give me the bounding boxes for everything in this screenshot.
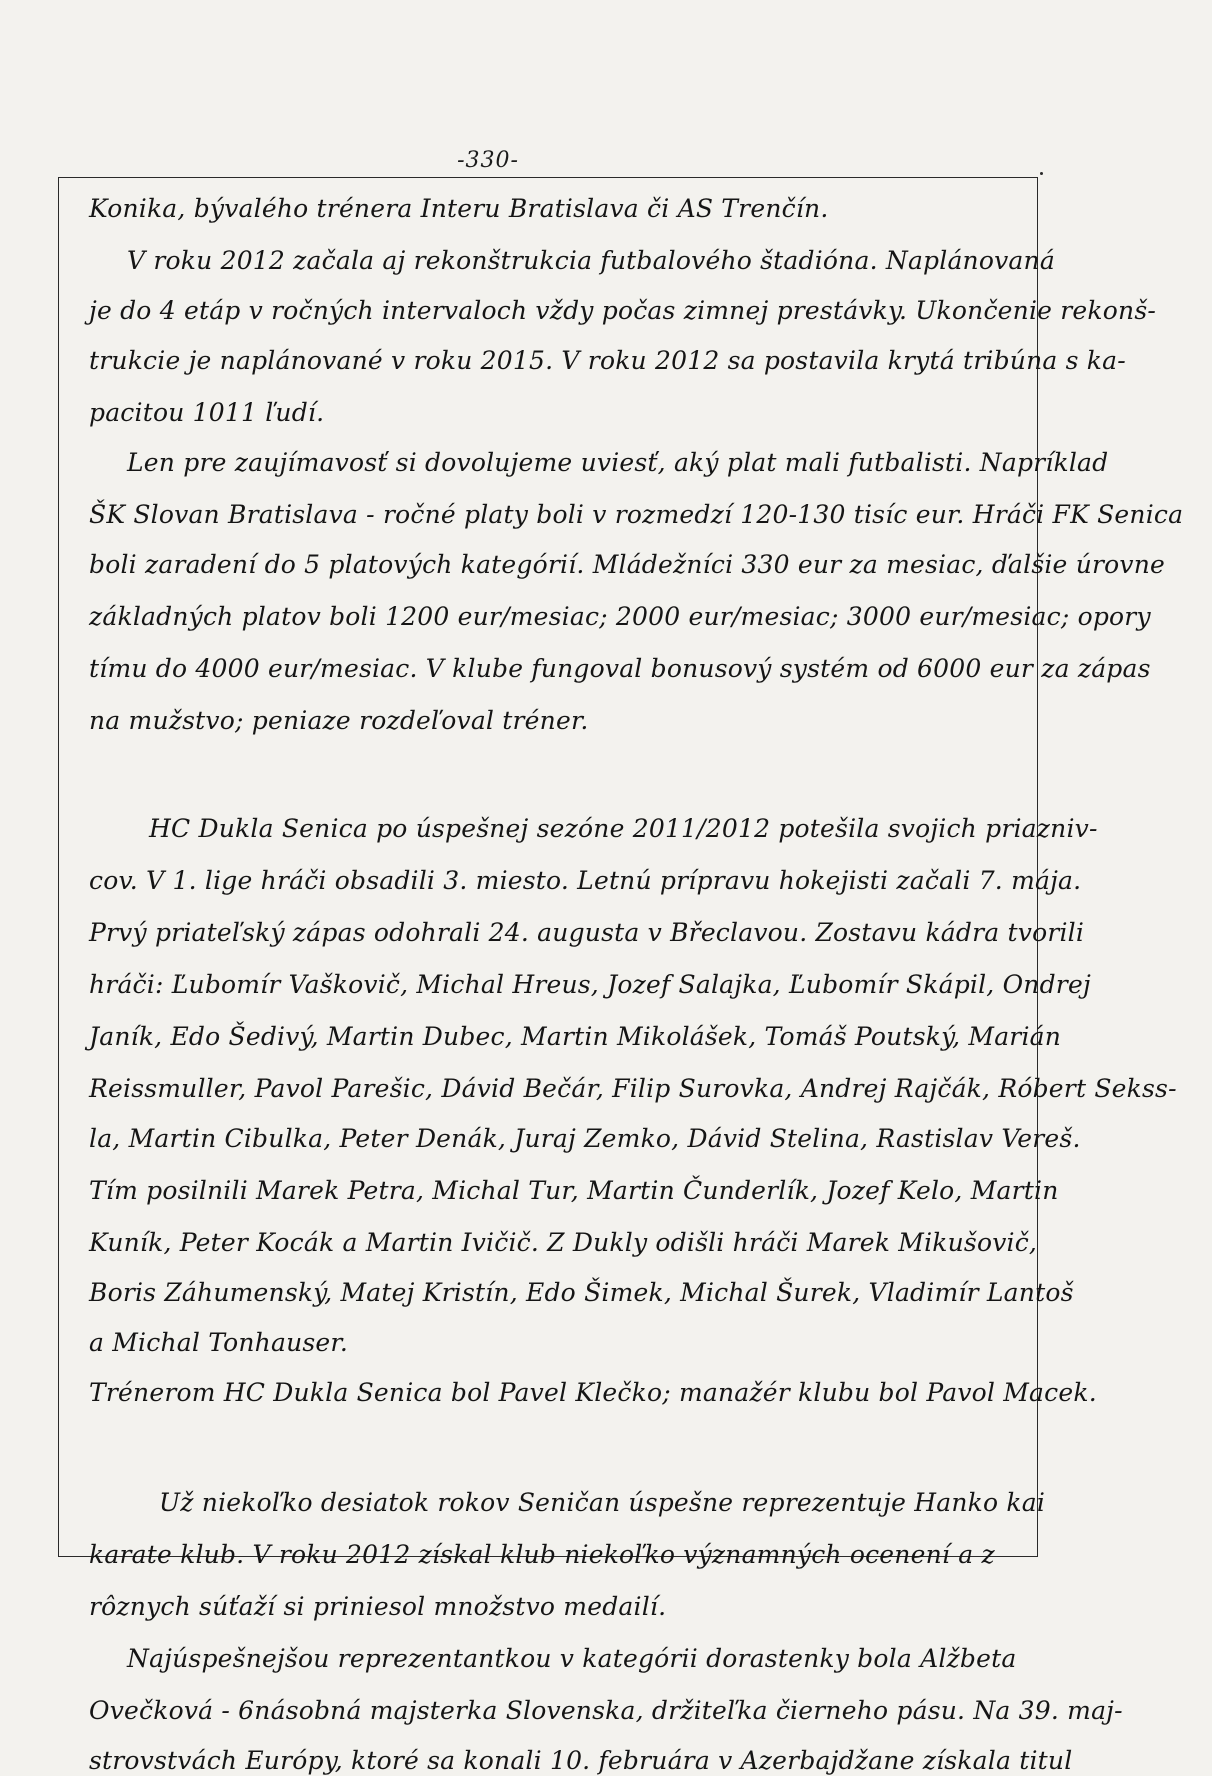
text-line: hráči: Ľubomír Vaškovič, Michal Hreus, Jozef Salajka, Ľubomír Skápil, Ondrej (89, 970, 1091, 999)
text-line: V roku 2012 začala aj rekonštrukcia futbalového štadióna. Naplánovaná (127, 246, 1055, 275)
text-line: je do 4 etáp v ročných intervaloch vždy počas zimnej prestávky. Ukončenie rekonš- (89, 296, 1157, 325)
text-line: karate klub. V roku 2012 získal klub niekoľko významných ocenení a z (89, 1540, 995, 1569)
text-line: boli zaradení do 5 platových kategórií. Mládežníci 330 eur za mesiac, ďalšie úrovne (89, 550, 1166, 579)
text-line: Konika, bývalého trénera Interu Bratislava či AS Trenčín. (89, 194, 829, 223)
text-line: Prvý priateľský zápas odohrali 24. augusta v Břeclavou. Zostavu kádra tvorili (89, 918, 1085, 947)
frame-corner-mark (1040, 172, 1043, 175)
text-line: pacitou 1011 ľudí. (89, 398, 325, 427)
text-line: strovstvách Európy, ktoré sa konali 10. februára v Azerbajdžane získala titul (89, 1746, 1073, 1775)
text-line: trukcie je naplánované v roku 2015. V roku 2012 sa postavila krytá tribúna s ka- (89, 346, 1126, 375)
text-line: základných platov boli 1200 eur/mesiac; 2000 eur/mesiac; 3000 eur/mesiac; opory (89, 602, 1151, 631)
text-line: Len pre zaujímavosť si dovolujeme uviesť, aký plat mali futbalisti. Napríklad (127, 448, 1109, 477)
text-line: HC Dukla Senica po úspešnej sezóne 2011/2012 potešila svojich priazniv- (149, 814, 1098, 843)
text-line: Janík, Edo Šedivý, Martin Dubec, Martin Mikolášek, Tomáš Poutský, Marián (89, 1022, 1062, 1051)
text-line: Kuník, Peter Kocák a Martin Ivičič. Z Dukly odišli hráči Marek Mikušovič, (89, 1228, 1038, 1257)
text-line: cov. V 1. lige hráči obsadili 3. miesto. Letnú prípravu hokejisti začali 7. mája. (89, 866, 1082, 895)
text-line: Trénerom HC Dukla Senica bol Pavel Klečko; manažér klubu bol Pavol Macek. (89, 1378, 1097, 1407)
text-line: Reissmuller, Pavol Parešic, Dávid Bečár, Filip Surovka, Andrej Rajčák, Róbert Sekss- (89, 1074, 1177, 1103)
text-frame (58, 177, 1184, 1775)
text-line: na mužstvo; peniaze rozdeľoval tréner. (89, 706, 589, 735)
text-line: Už niekoľko desiatok rokov Seničan úspešne reprezentuje Hanko kai (159, 1488, 1046, 1517)
text-line: Ovečková - 6násobná majsterka Slovenska, držiteľka čierneho pásu. Na 39. maj- (89, 1696, 1123, 1725)
text-line: ŠK Slovan Bratislava - ročné platy boli v rozmedzí 120-130 tisíc eur. Hráči FK Senica (89, 500, 1184, 529)
text-line: Tím posilnili Marek Petra, Michal Tur, Martin Čunderlík, Jozef Kelo, Martin (89, 1176, 1059, 1205)
text-line: la, Martin Cibulka, Peter Denák, Juraj Zemko, Dávid Stelina, Rastislav Vereš. (89, 1124, 1081, 1153)
text-line: a Michal Tonhauser. (89, 1328, 348, 1357)
text-line: Najúspešnejšou reprezentantkou v kategórii dorastenky bola Alžbeta (127, 1644, 1017, 1673)
text-line: tímu do 4000 eur/mesiac. V klube fungoval bonusový systém od 6000 eur za zápas (89, 654, 1151, 683)
page-number: -330- (457, 148, 519, 173)
text-line: Boris Záhumenský, Matej Kristín, Edo Šimek, Michal Šurek, Vladimír Lantoš (89, 1278, 1074, 1307)
text-line: rôznych súťaží si priniesol množstvo medailí. (89, 1592, 667, 1621)
handwritten-text-block (59, 178, 1184, 1775)
